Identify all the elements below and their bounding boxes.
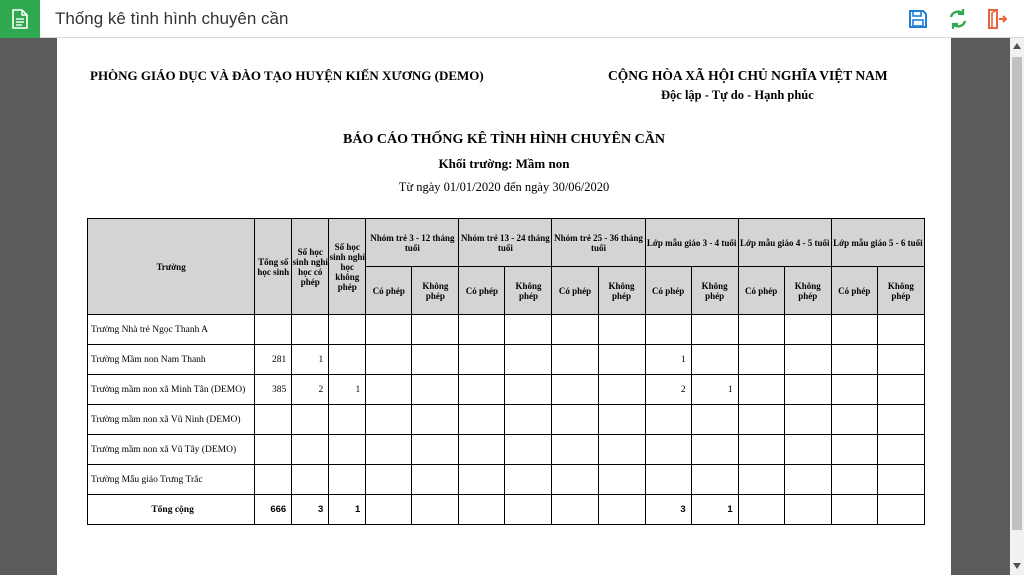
table-cell: [412, 435, 459, 465]
table-cell: [877, 465, 924, 495]
table-cell: [412, 315, 459, 345]
table-cell: [412, 495, 459, 525]
table-cell: 666: [255, 495, 292, 525]
table-cell: [877, 345, 924, 375]
table-cell: [505, 465, 552, 495]
table-cell: [552, 435, 598, 465]
school-name: Trường Mầm non Nam Thanh: [88, 345, 255, 375]
title-bar: [0, 0, 1024, 38]
school-name: Trường mầm non xã Vũ Ninh (DEMO): [88, 405, 255, 435]
document-icon: [0, 0, 40, 38]
table-cell: [505, 345, 552, 375]
header-group: Lớp mẫu giáo 4 - 5 tuổi: [738, 219, 831, 267]
school-name: Trường Mẫu giáo Trưng Trắc: [88, 465, 255, 495]
table-cell: [784, 345, 831, 375]
table-cell: [292, 435, 329, 465]
table-cell: [412, 345, 459, 375]
school-name: Trường mầm non xã Minh Tân (DEMO): [88, 375, 255, 405]
header-unexcused: Không phép: [877, 267, 924, 315]
table-cell: [412, 375, 459, 405]
header-group: Nhóm trẻ 25 - 36 tháng tuổi: [552, 219, 645, 267]
table-cell: [784, 405, 831, 435]
header-unexcused: Không phép: [412, 267, 459, 315]
table-cell: [552, 465, 598, 495]
table-cell: [738, 495, 784, 525]
table-cell: [598, 375, 645, 405]
table-cell: [505, 405, 552, 435]
table-cell: [738, 435, 784, 465]
table-cell: [831, 315, 877, 345]
table-cell: [598, 465, 645, 495]
table-row: [88, 375, 925, 405]
table-row: [88, 315, 925, 345]
refresh-button[interactable]: [947, 8, 969, 30]
table-cell: [412, 465, 459, 495]
table-row: [88, 405, 925, 435]
table-cell: [598, 345, 645, 375]
table-cell: [366, 465, 412, 495]
report-viewer: [0, 38, 1024, 575]
header-group: Nhóm trẻ 3 - 12 tháng tuổi: [366, 219, 459, 267]
table-cell: [366, 375, 412, 405]
table-cell: [292, 315, 329, 345]
table-cell: [738, 405, 784, 435]
table-cell: [831, 435, 877, 465]
table-cell: [691, 345, 738, 375]
total-label: Tổng cộng: [88, 495, 255, 525]
window-title: Thống kê tình hình chuyên cần: [55, 9, 289, 28]
table-cell: [255, 405, 292, 435]
table-cell: [645, 465, 691, 495]
organization-name: PHÒNG GIÁO DỤC VÀ ĐÀO TẠO HUYỆN KIẾN XƯƠNG (DEMO): [90, 68, 484, 83]
table-cell: [459, 345, 505, 375]
header-unexcused: Không phép: [691, 267, 738, 315]
table-cell: [366, 435, 412, 465]
table-cell: 1: [329, 495, 366, 525]
table-cell: [412, 405, 459, 435]
table-cell: [505, 315, 552, 345]
table-cell: [738, 375, 784, 405]
header-group: Lớp mẫu giáo 5 - 6 tuổi: [831, 219, 924, 267]
report-title: BÁO CÁO THỐNG KÊ TÌNH HÌNH CHUYÊN CẦN: [343, 132, 665, 147]
national-motto: Độc lập - Tự do - Hạnh phúc: [661, 88, 814, 102]
table-cell: [784, 495, 831, 525]
table-cell: [598, 315, 645, 345]
table-cell: [366, 345, 412, 375]
table-cell: [329, 345, 366, 375]
save-button[interactable]: [907, 8, 929, 30]
exit-icon: [987, 8, 1007, 30]
table-cell: [329, 315, 366, 345]
table-cell: [831, 495, 877, 525]
table-total-row: [88, 495, 925, 525]
table-cell: [877, 495, 924, 525]
table-cell: [459, 315, 505, 345]
report-subtitle: Khối trường: Mầm non: [438, 156, 570, 171]
table-cell: [691, 465, 738, 495]
scrollbar-thumb[interactable]: [1012, 57, 1022, 530]
table-cell: [459, 435, 505, 465]
header-unexcused: Không phép: [784, 267, 831, 315]
header-excused: Có phép: [831, 267, 877, 315]
table-cell: [598, 405, 645, 435]
table-cell: [505, 375, 552, 405]
table-cell: [784, 315, 831, 345]
table-cell: [329, 435, 366, 465]
table-cell: [691, 405, 738, 435]
table-cell: [645, 405, 691, 435]
header-group: Lớp mẫu giáo 3 - 4 tuổi: [645, 219, 738, 267]
table-cell: [459, 465, 505, 495]
table-cell: [505, 495, 552, 525]
header-excused: Có phép: [645, 267, 691, 315]
table-cell: [329, 465, 366, 495]
header-excused: Có phép: [366, 267, 412, 315]
table-row: [88, 465, 925, 495]
header-excused: Có phép: [738, 267, 784, 315]
table-cell: 1: [691, 495, 738, 525]
table-cell: [645, 435, 691, 465]
table-cell: 1: [691, 375, 738, 405]
table-cell: [877, 315, 924, 345]
table-cell: 281: [255, 345, 292, 375]
table-cell: [255, 465, 292, 495]
table-cell: [598, 495, 645, 525]
table-cell: [552, 495, 598, 525]
table-cell: [784, 375, 831, 405]
table-cell: 2: [292, 375, 329, 405]
table-cell: [552, 345, 598, 375]
table-cell: [552, 315, 598, 345]
table-cell: [645, 315, 691, 345]
header-school: Trường: [88, 219, 255, 315]
header-group: Nhóm trẻ 13 - 24 tháng tuổi: [459, 219, 552, 267]
table-cell: [738, 465, 784, 495]
scroll-down-arrow-icon[interactable]: [1010, 560, 1024, 572]
table-cell: [366, 495, 412, 525]
table-cell: [738, 345, 784, 375]
table-cell: [831, 465, 877, 495]
table-cell: [366, 315, 412, 345]
save-icon: [908, 9, 928, 29]
nation-name: CỘNG HÒA XÃ HỘI CHỦ NGHĨA VIỆT NAM: [608, 68, 888, 83]
header-unexcused: Không phép: [598, 267, 645, 315]
table-cell: [255, 435, 292, 465]
table-row: [88, 345, 925, 375]
table-cell: [552, 405, 598, 435]
table-cell: [329, 405, 366, 435]
table-cell: [459, 375, 505, 405]
table-cell: [877, 405, 924, 435]
exit-button[interactable]: [986, 8, 1008, 30]
table-body: [88, 315, 925, 525]
table-cell: [831, 405, 877, 435]
table-cell: 3: [292, 495, 329, 525]
table-cell: [366, 405, 412, 435]
table-cell: 2: [645, 375, 691, 405]
attendance-table: [87, 218, 925, 525]
report-page: [57, 38, 951, 575]
table-cell: [877, 435, 924, 465]
table-cell: [831, 375, 877, 405]
table-cell: [691, 435, 738, 465]
scroll-up-arrow-icon[interactable]: [1010, 40, 1024, 52]
header-absent-excused: Số học sinh nghỉ học có phép: [292, 219, 329, 315]
table-cell: [877, 375, 924, 405]
table-cell: [784, 435, 831, 465]
school-name: Trường Nhà trẻ Ngọc Thanh A: [88, 315, 255, 345]
table-cell: [459, 405, 505, 435]
table-cell: 3: [645, 495, 691, 525]
table-cell: [292, 405, 329, 435]
header-unexcused: Không phép: [505, 267, 552, 315]
table-cell: [598, 435, 645, 465]
table-cell: [505, 435, 552, 465]
header-excused: Có phép: [552, 267, 598, 315]
table-cell: [552, 375, 598, 405]
header-total-students: Tổng số học sinh: [255, 219, 292, 315]
table-cell: [691, 315, 738, 345]
table-cell: 1: [645, 345, 691, 375]
table-cell: 1: [329, 375, 366, 405]
table-cell: [255, 315, 292, 345]
school-name: Trường mầm non xã Vũ Tây (DEMO): [88, 435, 255, 465]
refresh-icon: [947, 8, 969, 30]
table-cell: [459, 495, 505, 525]
table-cell: [292, 465, 329, 495]
table-cell: [784, 465, 831, 495]
table-cell: 385: [255, 375, 292, 405]
header-absent-unexcused: Số học sinh nghỉ học không phép: [329, 219, 366, 315]
header-excused: Có phép: [459, 267, 505, 315]
table-cell: 1: [292, 345, 329, 375]
table-row: [88, 435, 925, 465]
table-cell: [831, 345, 877, 375]
table-cell: [738, 315, 784, 345]
report-date-range: Từ ngày 01/01/2020 đến ngày 30/06/2020: [398, 180, 610, 194]
